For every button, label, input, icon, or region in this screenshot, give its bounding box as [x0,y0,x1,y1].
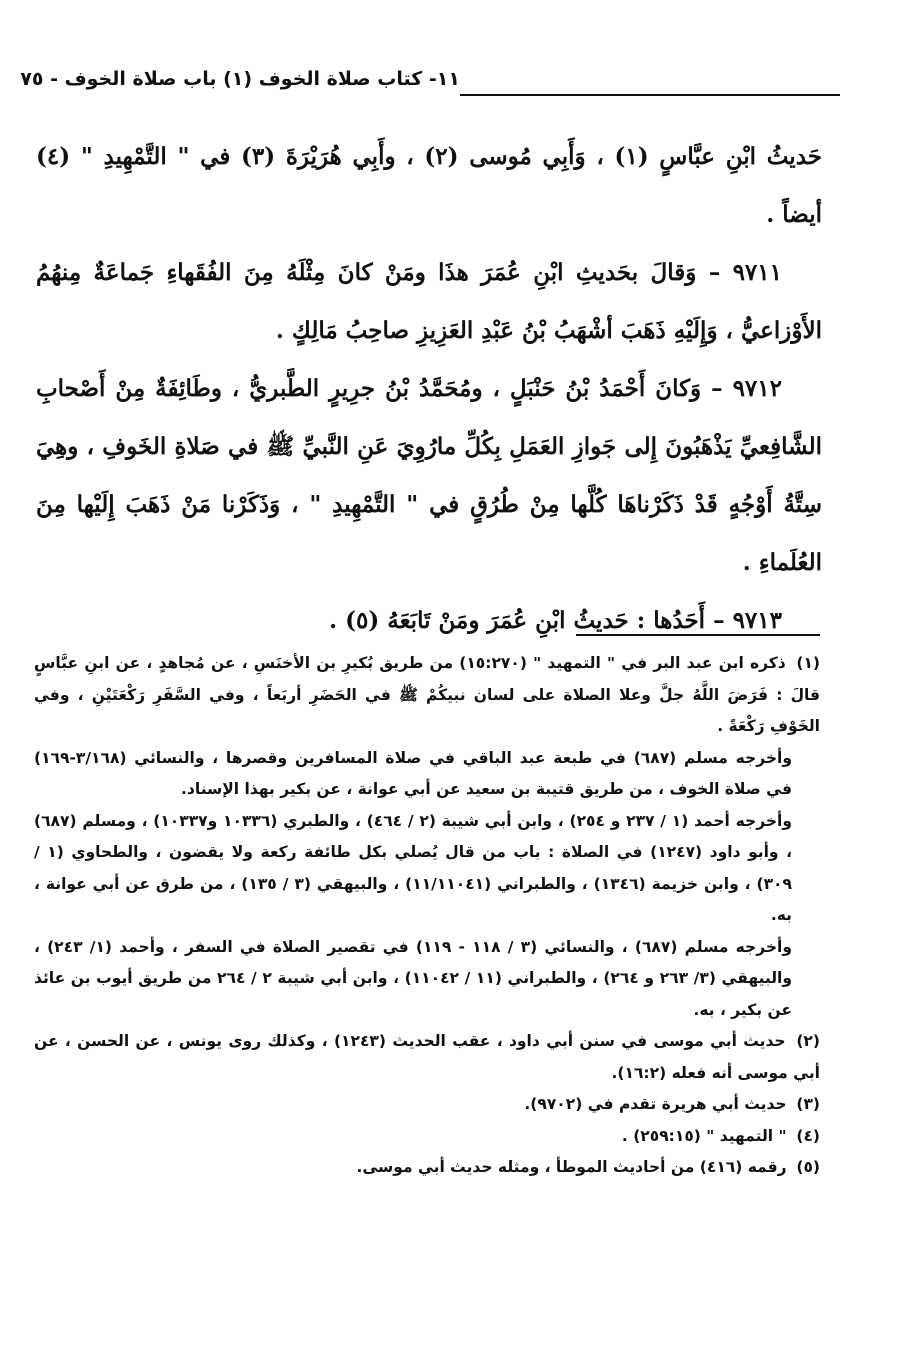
footnote-1 [34,648,820,743]
paragraph-9713: ٩٧١٣ – أَحَدُها : حَديثُ ابْنِ عُمَرَ ومَنْ تَابَعَهُ (٥) . [329,607,782,634]
footnote-4 [34,1121,820,1153]
footnote-label: (٢) [796,1032,820,1050]
footnote-text: رقمه (٤١٦) من أحاديث الموطأ ، ومثله حديث أبي موسى. [356,1158,787,1176]
footnote-label: (٤) [796,1126,820,1145]
footnote-1-part-2: وأخرجه مسلم (٦٨٧) في طبعة عبد الباقي في صلاة المسافرين وقصرها ، والنسائي (٣/١٦٨-١٦٩) في صلاة الخوف ، من طريق قتيبة بن سعيد عن أبي عوانة ، عن بكير بهذا الإسناد. [34,748,792,798]
footnote-label: (٣) [796,1095,820,1113]
paragraph-continuation: حَديثُ ابْنِ عبَّاسٍ (١) ، وَأَبِي مُوسى (٢) ، وأَبِي هُرَيْرَةَ (٣) في " التَّمْهِيدِ " (٤) أيضاً . [36,143,822,228]
footnote-text: حديث أبي هريرة تقدم في (٩٧٠٢). [524,1095,787,1113]
footnote-text: حديث أبي موسى في سنن أبي داود ، عقب الحديث (١٢٤٣) ، وكذلك روى يونس ، عن الحسن ، عن أبي موسى أنه فعله (١٦:٢). [34,1032,820,1082]
footnote-label: (٥) [796,1158,820,1176]
page-header [20,68,840,108]
footnote-2 [34,1026,820,1089]
footnote-5 [34,1152,820,1184]
paragraph-9711: ٩٧١١ – وَقالَ بحَديثِ ابْنِ عُمَرَ هذَا ومَنْ كانَ مِثْلَهُ مِنَ الفُقَهاءِ جَماعَةٌ مِنهُمُ الأَوْزاعيُّ ، وَإِلَيْهِ ذَهَبَ أشْهَبُ بْنُ عَبْدِ العَزِيزِ صاحِبُ مَالِكٍ . [36,259,822,344]
paragraph-9712: ٩٧١٢ – وَكانَ أَحْمَدُ بْنُ حَنْبَلٍ ، ومُحَمَّدُ بْنُ جرِيرٍ الطَّبريُّ ، وطَائِفَةٌ مِنْ أَصْحابِ الشَّافِعيِّ يَذْهَبُونَ إِلى جَوازِ العَمَلِ بِكُلِّ مارُوِيَ عَنِ النَّبيِّ ﷺ في صَلاةِ الخَوفِ ، وهِيَ سِتَّةُ أَوْجُهٍ قَدْ ذَكَرْناهَا كُلَّها مِنْ طُرُقٍ في " التَّمْهِيدِ " ، وَذَكَرْنا مَنْ ذَهَبَ إِلَيْها مِنَ العُلَماءِ . [36,375,822,576]
header-rule [460,94,840,96]
footnote-1-part-4: وأخرجه مسلم (٦٨٧) ، والنسائي (٣ / ١١٨ - ١١٩) في تقصير الصلاة في السفر ، وأحمد (١/ ٢٤٣) ، والبيهقي (٣/ ٢٦٣ و ٢٦٤) ، والطبراني (١١ / ١١٠٤٢) ، وابن أبي شيبة ٢ / ٢٦٤ من طريق أيوب بن عائذ عن بكير ، به. [34,937,793,1019]
footnote-3 [34,1089,820,1121]
footnote-text: " التمهيد " (٢٥٩:١٥) . [621,1126,787,1145]
main-text [36,128,822,650]
footnote-label: (١) [796,654,820,672]
footnote-separator [576,634,820,636]
running-title: ١١- كتاب صلاة الخوف (١) باب صلاة الخوف - ٧٥ [20,68,460,90]
footnote-1-part-3: وأخرجه أحمد (١ / ٢٣٧ و ٢٥٤) ، وابن أبي شيبة (٢ / ٤٦٤) ، والطبري (١٠٣٣٦ و١٠٣٣٧) ، ومسلم (٦٨٧) ، وأبو داود (١٢٤٧) في الصلاة : باب من قال يُصلي بكل طائفة ركعة ولا يقضون ، والطحاوي (١ / ٣٠٩) ، وابن خزيمة (١٣٤٦) ، والطبراني (١١/١١٠٤١) ، والبيهقي (٣ / ١٣٥) ، من طرق عن أبي عوانة ، به. [34,811,792,924]
footnotes [34,648,820,1184]
footnote-text: ذكره ابن عبد البر في " التمهيد " (١٥:٢٧٠) من طريق بُكيرِ بن الأخنَسِ ، عن مُجاهدٍ ، عن ابنِ عبَّاسٍ قالَ : فَرَضَ اللَّهُ جلَّ وعلا الصلاة على لسان نبيكُمْ ﷺ في الحَضَرِ أربَعاً ، وفي السَّفَرِ رَكْعَتَيْنِ ، وفي الخَوْفِ رَكْعَةً . [34,654,820,735]
